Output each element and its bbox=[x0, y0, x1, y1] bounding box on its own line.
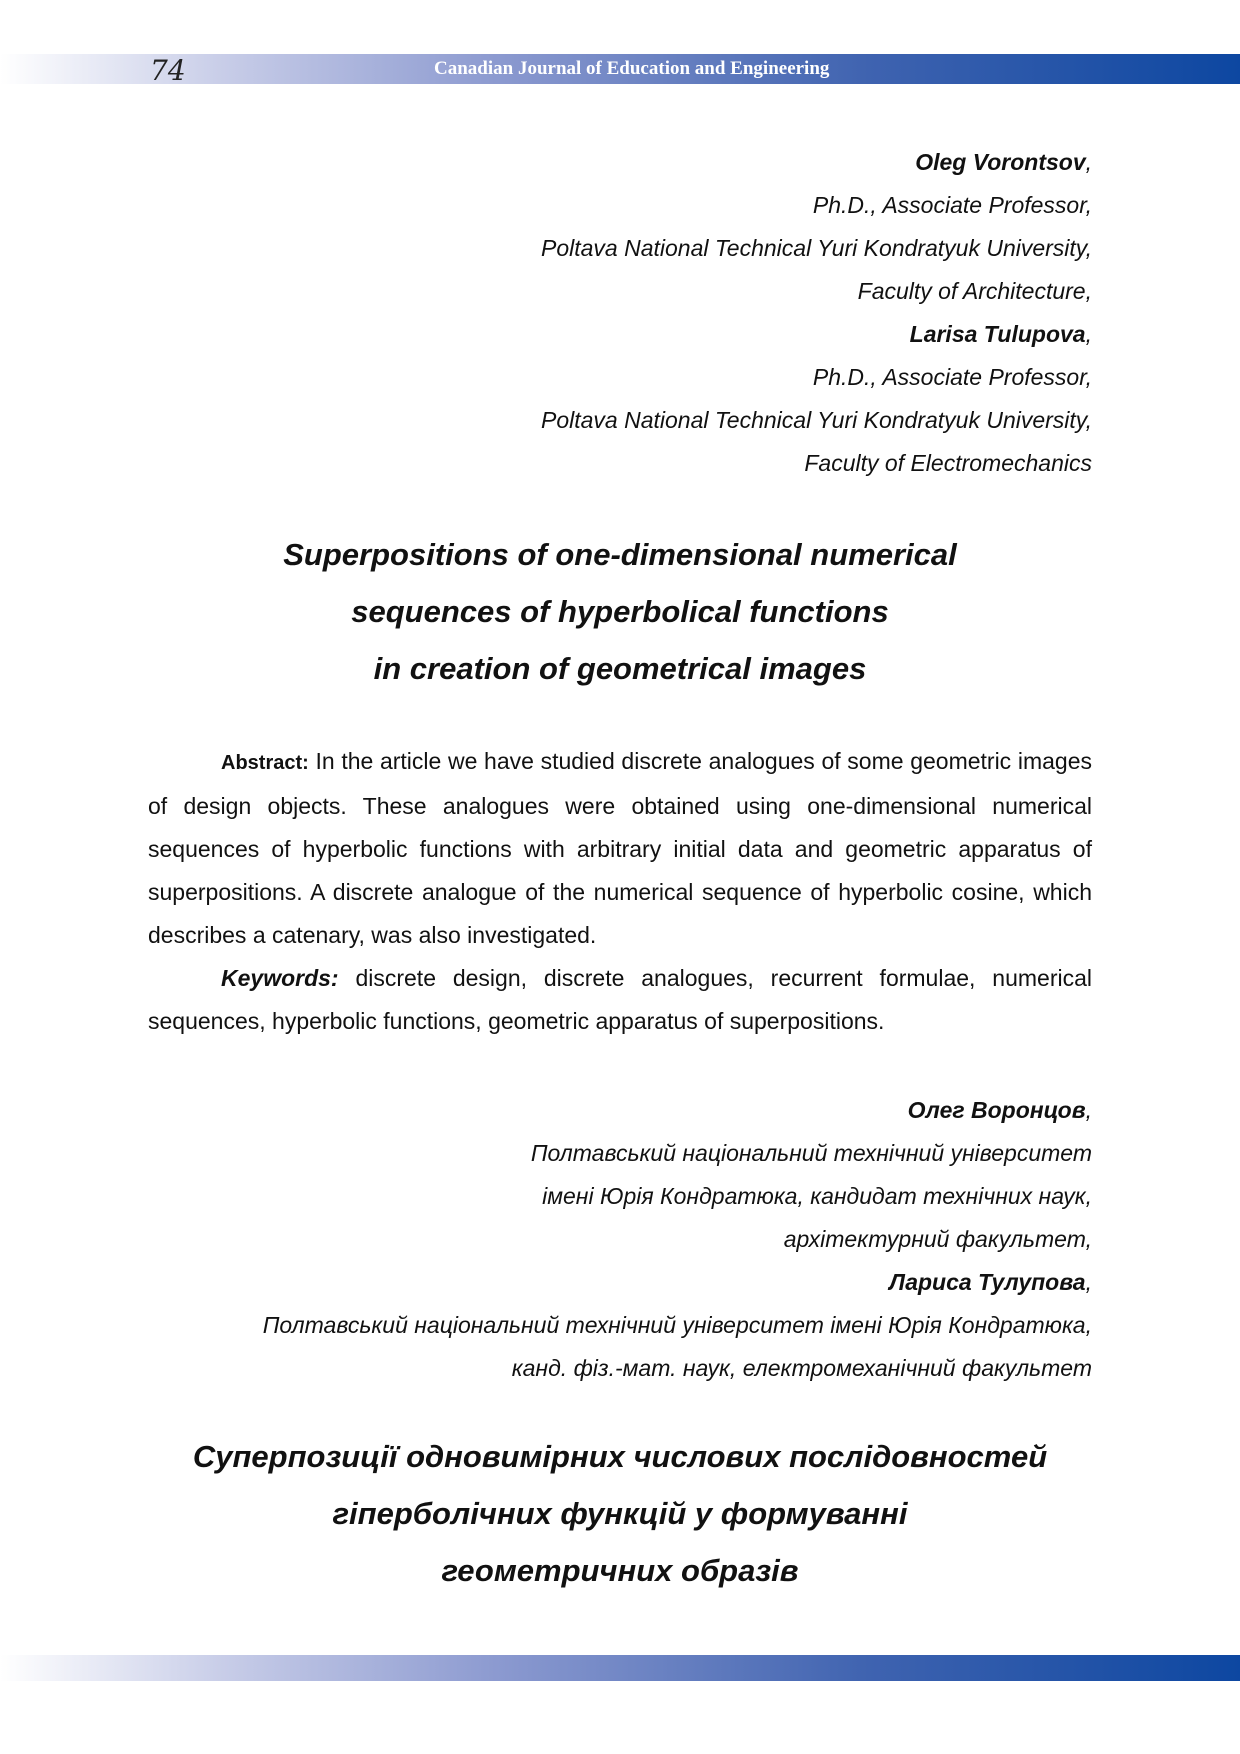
author-affiliation-line: Faculty of Architecture, bbox=[857, 278, 1092, 304]
author-name: Лариса Тулупова, bbox=[889, 1269, 1092, 1295]
author-affiliation-line: Faculty of Electromechanics bbox=[804, 450, 1092, 476]
title-line: Суперпозиції одновимірних числових послідовностей bbox=[192, 1439, 1048, 1474]
title-line: sequences of hyperbolical functions bbox=[351, 594, 889, 629]
footer-band bbox=[0, 1655, 1240, 1681]
title-line: гіперболічних функцій у формуванні bbox=[332, 1496, 908, 1531]
keywords-text: discrete design, discrete analogues, recurrent formulae, numerical sequences, hyperbolic functions, geometric apparatus of superpositions. bbox=[148, 965, 1092, 1034]
title-line: in creation of geometrical images bbox=[373, 651, 867, 686]
paper-title-en bbox=[0, 526, 1240, 697]
author-block-en bbox=[132, 141, 1092, 485]
title-line: Superpositions of one-dimensional numerical bbox=[283, 537, 957, 572]
author-name: Larisa Tulupova, bbox=[909, 321, 1092, 347]
abstract-label: Abstract: bbox=[221, 752, 309, 774]
author-block-ua bbox=[132, 1089, 1092, 1390]
author-affiliation-line: Ph.D., Associate Professor, bbox=[812, 192, 1092, 218]
author-affiliation-line: архітектурний факультет, bbox=[783, 1226, 1092, 1252]
title-line: геометричних образів bbox=[441, 1553, 799, 1588]
paper-title-ua bbox=[0, 1428, 1240, 1599]
keywords-label: Keywords: bbox=[221, 965, 339, 991]
author-affiliation-line: Poltava National Technical Yuri Kondratyuk University, bbox=[540, 407, 1092, 433]
author-affiliation-line: Ph.D., Associate Professor, bbox=[812, 364, 1092, 390]
page-number: 74 bbox=[150, 54, 186, 87]
author-affiliation-line: Poltava National Technical Yuri Kondratyuk University, bbox=[540, 235, 1092, 261]
abstract-paragraph bbox=[148, 740, 1092, 957]
abstract-section bbox=[148, 740, 1092, 1043]
author-affiliation-line: Полтавський національний технічний університет bbox=[530, 1140, 1092, 1166]
author-affiliation-line: імені Юрія Кондратюка, кандидат технічних наук, bbox=[542, 1183, 1092, 1209]
author-affiliation-line: канд. фіз.-мат. наук, електромеханічний факультет bbox=[511, 1355, 1092, 1381]
journal-title: Canadian Journal of Education and Engineering bbox=[434, 58, 830, 79]
author-name: Oleg Vorontsov, bbox=[915, 149, 1092, 175]
keywords-paragraph bbox=[148, 957, 1092, 1043]
abstract-text: In the article we have studied discrete analogues of some geometric images of design objects. These analogues were obtained using one-dimensional numerical sequences of hyperbolic functions with arbitrary initial data and geometric apparatus of superpositions. A discrete analogue of the numerical sequence of hyperbolic cosine, which describes a catenary, was also investigated. bbox=[148, 748, 1092, 948]
author-affiliation-line: Полтавський національний технічний університет імені Юрія Кондратюка, bbox=[262, 1312, 1092, 1338]
author-name: Олег Воронцов, bbox=[907, 1097, 1092, 1123]
